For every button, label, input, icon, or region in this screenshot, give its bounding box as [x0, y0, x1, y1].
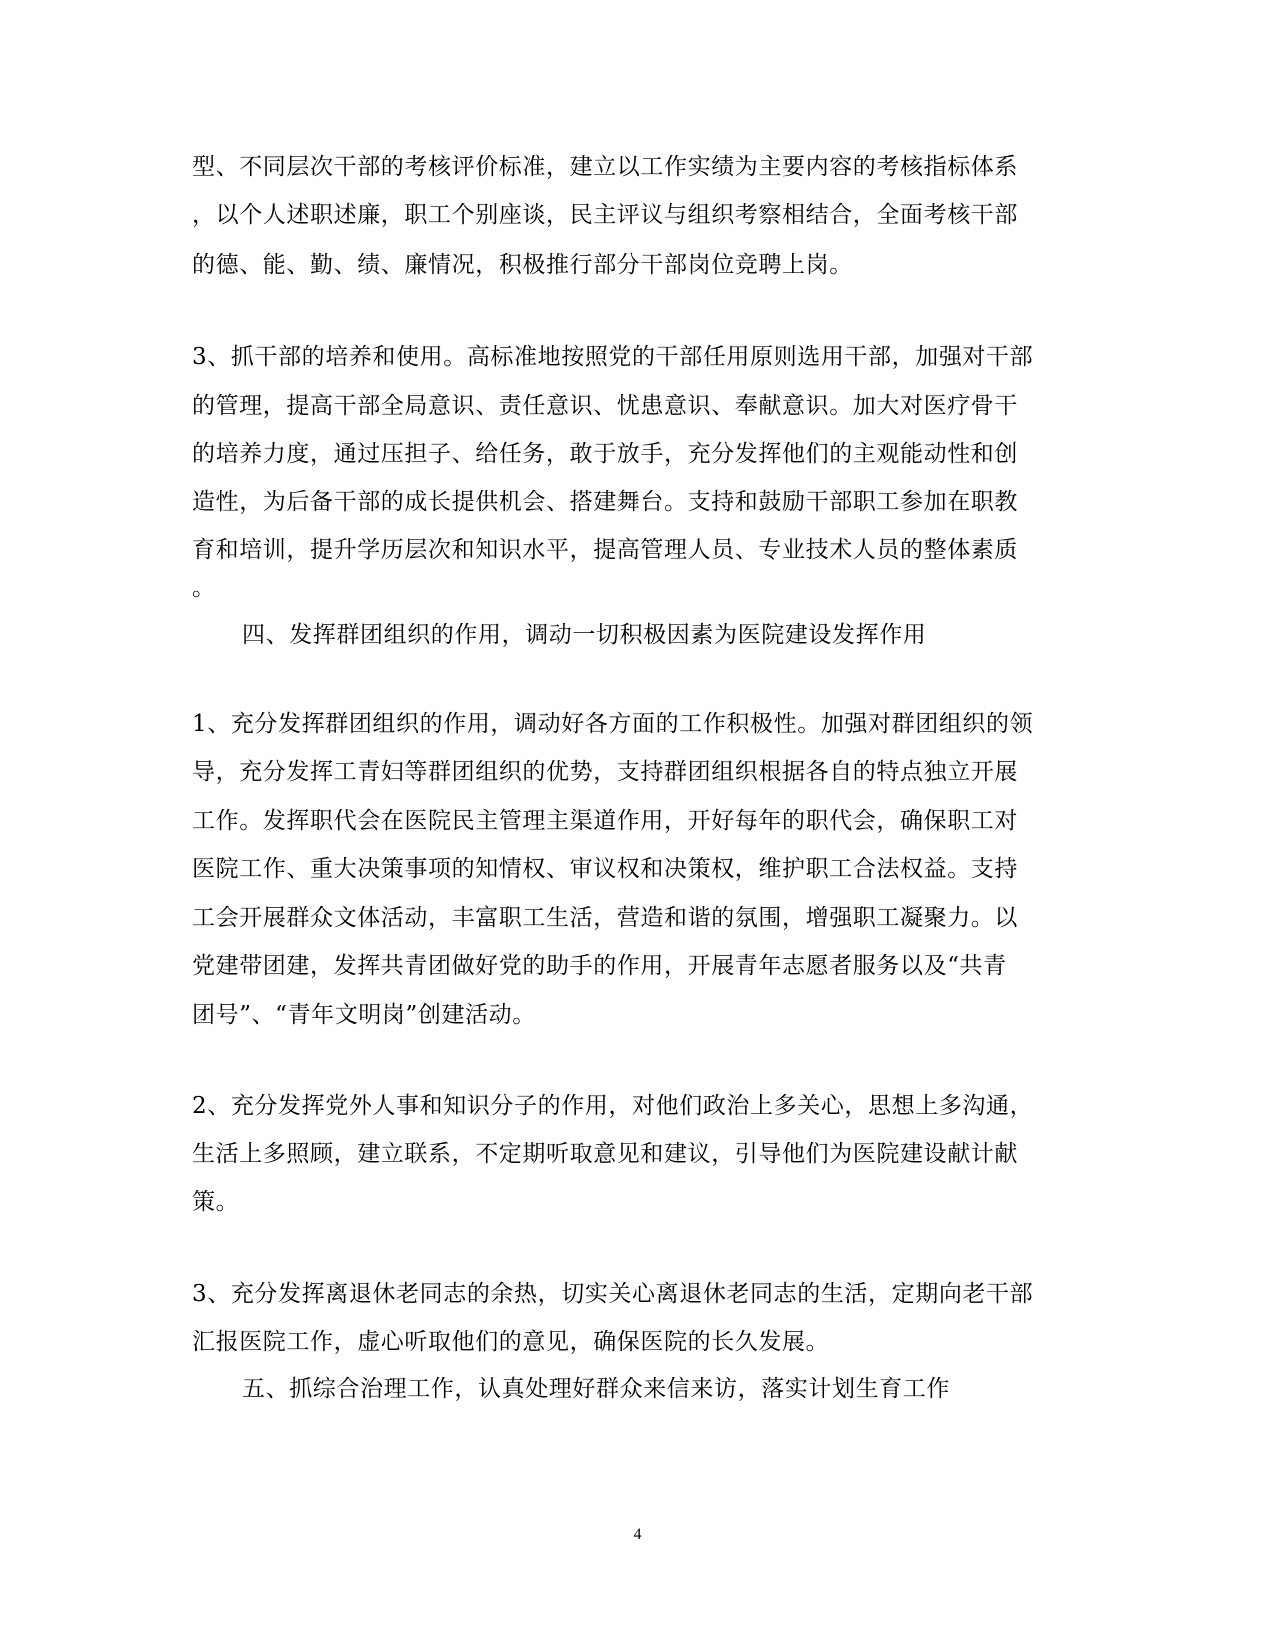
- paragraph-line: ，以个人述职述廉，职工个别座谈，民主评议与组织考察相结合，全面考核干部: [192, 202, 1018, 228]
- paragraph-line: 的管理，提高干部全局意识、责任意识、忧患意识、奉献意识。加大对医疗骨干: [192, 393, 1018, 419]
- paragraph-line: 工作。发挥职代会在医院民主管理主渠道作用，开好每年的职代会，确保职工对: [192, 808, 1018, 834]
- paragraph-line: 医院工作、重大决策事项的知情权、审议权和决策权，维护职工合法权益。支持: [192, 856, 1018, 882]
- paragraph-line: 团号”、“青年文明岗”创建活动。: [192, 1002, 536, 1028]
- section-heading: 四、发挥群团组织的作用，调动一切积极因素为医院建设发挥作用: [242, 622, 927, 648]
- paragraph-line: 造性，为后备干部的成长提供机会、搭建舞台。支持和鼓励干部职工参加在职教: [192, 489, 1018, 515]
- paragraph-line: 汇报医院工作，虚心听取他们的意见，确保医院的长久发展。: [192, 1329, 830, 1355]
- paragraph-line: 。: [192, 575, 216, 601]
- paragraph-line: 育和培训，提升学历层次和知识水平，提高管理人员、专业技术人员的整体素质: [192, 537, 1018, 563]
- paragraph-line: 党建带团建，发挥共青团做好党的助手的作用，开展青年志愿者服务以及“共青: [192, 953, 1007, 979]
- paragraph-line: 导，充分发挥工青妇等群团组织的优势，支持群团组织根据各自的特点独立开展: [192, 759, 1018, 785]
- paragraph-line: 1、充分发挥群团组织的作用，调动好各方面的工作积极性。加强对群团组织的领: [192, 711, 1034, 737]
- paragraph-line: 3、充分发挥离退休老同志的余热，切实关心离退休老同志的生活，定期向老干部: [192, 1281, 1034, 1307]
- paragraph-line: 的培养力度，通过压担子、给任务，敢于放手，充分发挥他们的主观能动性和创: [192, 441, 1018, 467]
- paragraph-line: 型、不同层次干部的考核评价标准，建立以工作实绩为主要内容的考核指标体系: [192, 154, 1018, 180]
- paragraph-line: 策。: [192, 1189, 240, 1215]
- page-number: 4: [633, 1526, 642, 1543]
- paragraph-line: 3、抓干部的培养和使用。高标准地按照党的干部任用原则选用干部，加强对干部: [192, 344, 1034, 370]
- paragraph-line: 工会开展群众文体活动，丰富职工生活，营造和谐的氛围，增强职工凝聚力。以: [192, 905, 1018, 931]
- paragraph-line: 生活上多照顾，建立联系，不定期听取意见和建议，引导他们为医院建设献计献: [192, 1141, 1018, 1167]
- paragraph-line: 2、充分发挥党外人事和知识分子的作用，对他们政治上多关心，思想上多沟通，: [192, 1093, 1034, 1119]
- section-heading: 五、抓综合治理工作，认真处理好群众来信来访，落实计划生育工作: [242, 1376, 950, 1402]
- paragraph-line: 的德、能、勤、绩、廉情况，积极推行部分干部岗位竞聘上岗。: [192, 252, 853, 278]
